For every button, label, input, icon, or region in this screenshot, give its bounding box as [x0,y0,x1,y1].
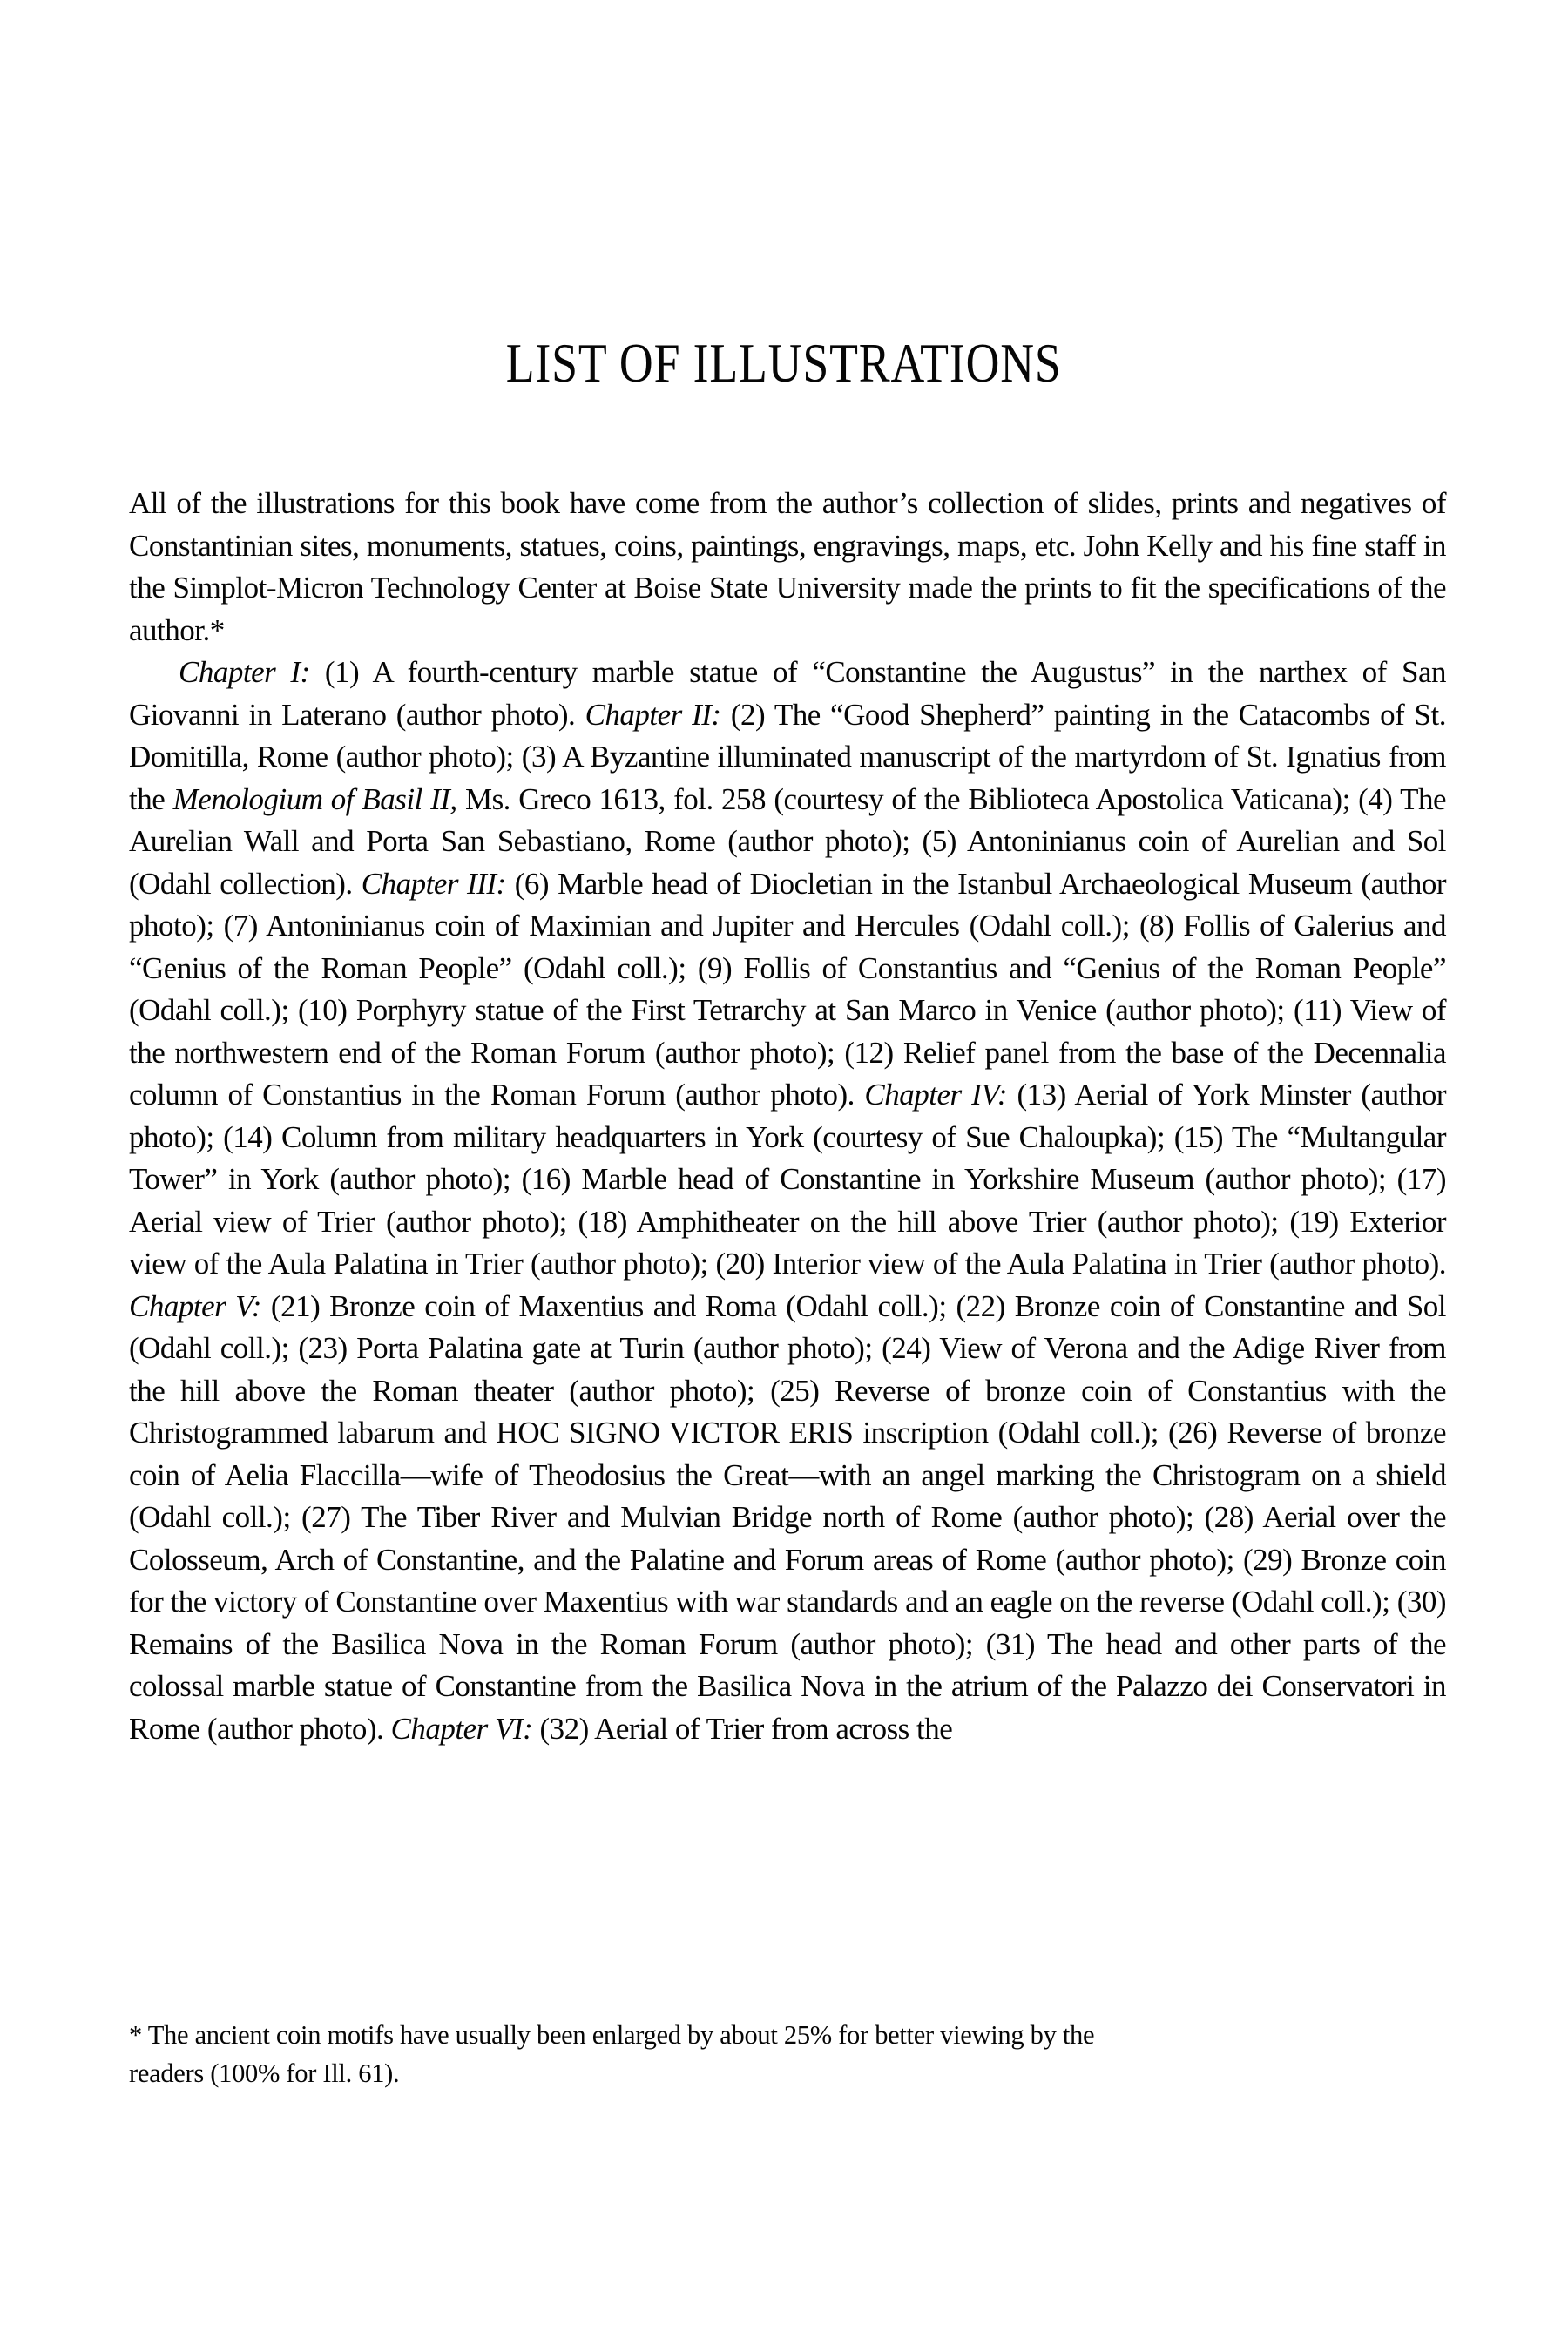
text-segment: Ms. Greco 1613, fol. 258 (courtesy of the Biblioteca Apostolica Vaticana); (4) The Aurelian Wall and Porta San Sebastiano, Rome (author photo); (5) Antoninianus coin of Aurelian and Sol (Odahl collection). [129,781,1446,901]
page-title-text: LIST OF ILLUSTRATIONS [506,332,1062,394]
footnote-line: readers (100% for Ill. 61). [129,2058,400,2088]
text-segment: (32) Aerial of Trier from across the [532,1711,953,1746]
chapter-label: Chapter I: [179,655,310,689]
chapter-label: Chapter IV: [864,1078,1008,1112]
chapter-label: Chapter II: [585,697,721,732]
text-segment: (2) The “Good Shepherd” painting in the Catacombs of St. Domitilla, Rome (author photo); (3) A Byzantine illuminated manuscript of the martyrdom of St. Ignatius from the [129,697,1446,816]
chapter-label: Menologium of Basil II, [172,781,457,816]
footnote [129,2016,1462,2092]
footnote-line: * The ancient coin motifs have usually been enlarged by about 25% for better viewing by the [129,2020,1095,2050]
chapter-label: Chapter III: [361,866,506,901]
chapter-label: Chapter V: [129,1288,261,1323]
intro-paragraph [129,483,1446,652]
text-segment: (21) Bronze coin of Maxentius and Roma (Odahl coll.); (22) Bronze coin of Constantine and Sol (Odahl coll.); (23) Porta Palatina gate at Turin (author photo); (24) View of Verona and the Adige River from the hill above the Roman theater (author photo); (25) Reverse of bronze coin of Constantius with the Christogrammed labarum and HOC SIGNO VICTOR ERIS inscription (Odahl coll.); (26) Reverse of bronze coin of Aelia Flaccilla—wife of Theodosius the Great—with an angel marking the Christogram on a shield (Odahl coll.); (27) The Tiber River and Mulvian Bridge north of Rome (author photo); (28) Aerial over the Colosseum, Arch of Constantine, and the Palatine and Forum areas of Rome (author photo); (29) Bronze coin for the victory of Constantine over Maxentius with war standards and an eagle on the reverse (Odahl coll.); (30) Remains of the Basilica Nova in the Roman Forum (author photo); (31) The head and other parts of the colossal marble statue of Constantine from the Basilica Nova in the atrium of the Palazzo dei Conservatori in Rome (author photo). [129,1288,1446,1746]
text-segment: (13) Aerial of York Minster (author photo); (14) Column from military headquarters in York (courtesy of Sue Chaloupka); (15) The “Multangular Tower” in York (author photo); (16) Marble head of Constantine in Yorkshire Museum (author photo); (17) Aerial view of Trier (author photo); (18) Amphitheater on the hill above Trier (author photo); (19) Exterior view of the Aula Palatina in Trier (author photo); (20) Interior view of the Aula Palatina in Trier (author photo). [129,1078,1446,1281]
body-paragraphs [129,483,1446,1750]
text-segment: (1) A fourth-century marble statue of “Constantine the Augustus” in the narthex of San Giovanni in Laterano (author photo). [129,655,1446,732]
page-title [0,0,1568,395]
text-segment: All of the illustrations for this book have come from the author’s collection of slides, prints and negatives of Constantinian sites, monuments, statues, coins, paintings, engravings, maps, etc. John Kelly and his fine staff in the Simplot-Micron Technology Center at Boise State University made the prints to fit the specifications of the author.* [129,486,1446,647]
illustrations-list-paragraph [129,652,1446,1750]
text-segment: (6) Marble head of Diocletian in the Istanbul Archaeological Museum (author photo); (7) Antoninianus coin of Maximian and Jupiter and Hercules (Odahl coll.); (8) Follis of Galerius and “Genius of the Roman People” (Odahl coll.); (9) Follis of Constantius and “Genius of the Roman People” (Odahl coll.); (10) Porphyry statue of the First Tetrarchy at San Marco in Venice (author photo); (11) View of the northwestern end of the Roman Forum (author photo); (12) Relief panel from the base of the Decennalia column of Constantius in the Roman Forum (author photo). [129,866,1446,1112]
chapter-label: Chapter VI: [390,1711,533,1746]
